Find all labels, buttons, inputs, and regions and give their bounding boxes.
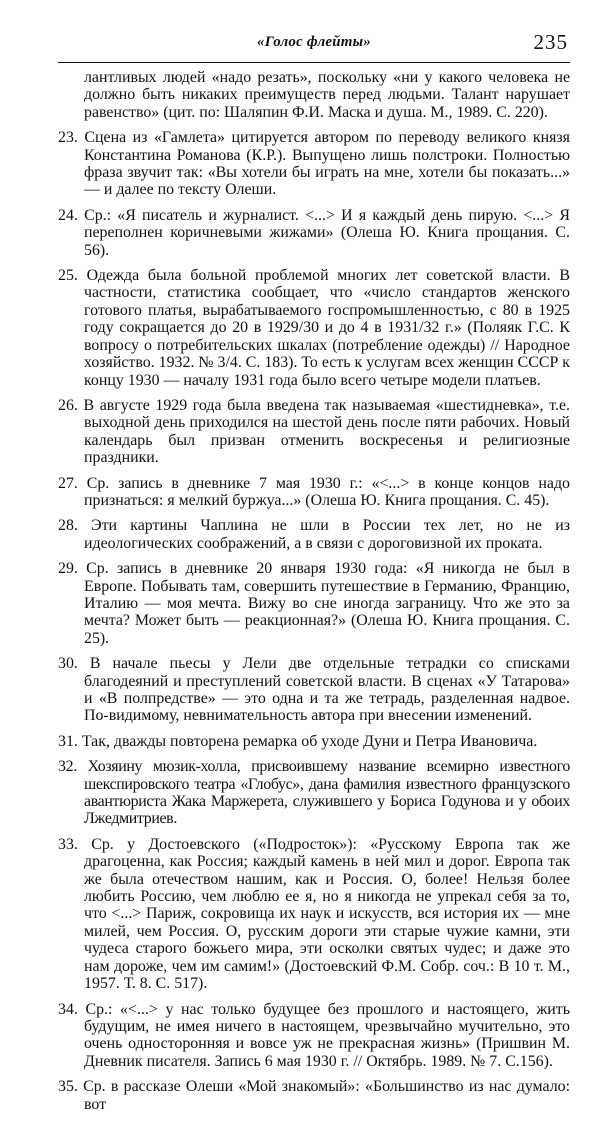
note-text: В августе 1929 года была введена так называемая «шестидневка», т.е. выходной день приходился на шестой день после пяти рабочих. Новый календарь был призван отменить воскресенья и религиозные праздники.	[83, 396, 570, 467]
note-32	[58, 758, 570, 828]
note-number: 31.	[58, 732, 78, 750]
note-26	[58, 397, 570, 467]
note-text: Так, дважды повторена ремарка об уходе Дуни и Петра Ивановича.	[81, 732, 538, 750]
note-number: 30.	[58, 655, 78, 673]
note-text: В начале пьесы у Лели две отдельные тетрадки со списками благодеяний и преступлений советской власти. В сценах «У Татарова» и «В полпредстве» — это одна и та же тетрадь, разделенная надвое. По-видимому, невнимательность автора при внесении изменений.	[84, 655, 570, 725]
endnotes-list	[58, 69, 570, 1121]
running-title: «Голос флейты»	[257, 34, 371, 50]
note-31	[58, 733, 570, 750]
note-text: Сцена из «Гамлета» цитируется автором по переводу великого князя Константина Романова (К.Р.). Выпущено лишь полстроки. Полностью фраза звучит так: «Вы хотели бы играть на мне, хотели бы показать...» — и далее по тексту Олеши.	[84, 129, 570, 199]
note-number: 32.	[58, 758, 77, 776]
note-33	[58, 836, 570, 993]
note-number: 25.	[58, 267, 78, 285]
note-number: 29.	[58, 560, 78, 578]
note-text: Ср. в рассказе Олеши «Мой знакомый»: «Большинство из нас думало: вот	[83, 1078, 570, 1113]
note-number: 35.	[58, 1078, 78, 1096]
page-number: 235	[533, 30, 568, 54]
note-text: Ср.: «<...> у нас только будущее без прошлого и настоящего, жить будущим, не имея ничего в настоящем, чрезвычайно мучительно, это очень односторонняя и вовсе уж не прекрасная жизнь» (Пришвин М. Дневник писателя. Запись 6 мая 1930 г. // Октябрь. 1989. № 7. С.156).	[84, 1000, 570, 1070]
note-text: Ср. запись в дневнике 20 января 1930 года: «Я никогда не был в Европе. Побывать там, совершить путешествие в Германию, Францию, Италию — моя мечта. Вижу во сне иногда заграницу. Что же это за мечта? Может быть — реакционная?» (Олеша Ю. Книга прощания. С. 25).	[84, 560, 570, 647]
note-34	[58, 1001, 570, 1071]
note-number: 26.	[58, 396, 78, 414]
note-number: 33.	[58, 835, 78, 853]
note-text: Эти картины Чаплина не шли в России тех лет, но не из идеологических соображений, а в связи с дороговизной их проката.	[84, 517, 570, 552]
note-text: Одежда была больной проблемой многих лет советской власти. В частности, статистика сообщает, что «число стандартов женского готового платья, вырабатываемого госпромышленностью, с 80 в 1925 году сокращается до 20 в 1929/30 и до 4 в 1931/32 г.» (Поляяк Г.С. К вопросу о потребительских шкалах (потребление одежды) // Народное хозяйство. 1932. № 3/4. С. 183). То есть к услугам всех женщин СССР к концу 1930 — началу 1931 года было всего четыре модели платьев.	[84, 267, 570, 389]
note-number: 28.	[58, 517, 78, 535]
header-rule	[58, 62, 570, 63]
note-24	[58, 207, 570, 259]
note-23	[58, 129, 570, 199]
note-number: 34.	[58, 1000, 78, 1018]
note-text: Ср.: «Я писатель и журналист. <...> И я каждый день пирую. <...> Я переполнен коричневыми жижами» (Олеша Ю. Книга прощания. С. 56).	[84, 206, 570, 259]
note-25	[58, 267, 570, 389]
note-number: 23.	[58, 129, 78, 147]
note-text: Ср. запись в дневнике 7 мая 1930 г.: «<...> в конце концов надо признаться: я мелкий буржуа...» (Олеша Ю. Книга прощания. С. 45).	[84, 474, 570, 509]
page-header	[58, 30, 570, 62]
note-28	[58, 517, 570, 552]
note-text: Ср. у Достоевского («Подросток»): «Русскому Европа так же драгоценна, как Россия; каждый камень в ней мил и дорог. Европа так же была отечеством нашим, как и Россия. О, более! Нельзя более любить Россию, чем люблю ее я, но я никогда не упрекал себя за то, что <...> Париж, сокровища их наук и искусств, вся история их — мне милей, чем Россия. О, русским дороги эти старые чужие камни, эти чудеса старого божьего мира, эти осколки святых чудес; и даже это нам дороже, чем им самим!» (Достоевский Ф.М. Собр. соч.: В 10 т. М., 1957. Т. 8. С. 517).	[84, 835, 570, 993]
note-number: 24.	[58, 206, 78, 224]
note-22-continuation: лантливых людей «надо резать», поскольку «ни у какого человека не должно быть никаких преимуществ перед людьми. Талант нарушает равенство» (цит. по: Шаляпин Ф.И. Маска и душа. М., 1989. С. 220).	[84, 69, 570, 121]
note-30	[58, 655, 570, 725]
note-27	[58, 475, 570, 510]
note-text: Хозяину мюзик-холла, присвоившему название всемирно известного шекспировского театра «Глобус», дана фамилия известного французского авантюриста Жака Маржерета, служившего у Бориса Годунова и у обоих Лжедмитриев.	[84, 758, 570, 828]
note-35	[58, 1078, 570, 1113]
note-29	[58, 560, 570, 647]
note-number: 27.	[58, 474, 78, 492]
